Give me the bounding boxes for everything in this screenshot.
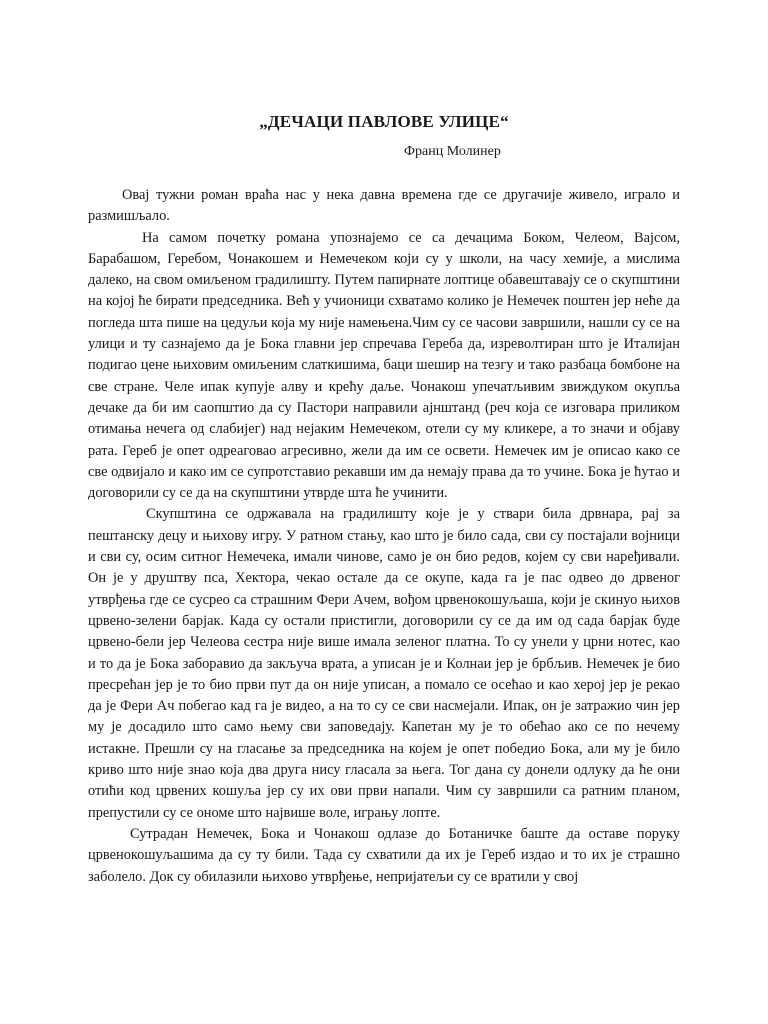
document-title: „ДЕЧАЦИ ПАВЛОВЕ УЛИЦЕ“ — [259, 112, 509, 131]
paragraph: Овај тужни роман враћа нас у нека давна времена где се другачије живело, играло и размишљало. — [88, 187, 680, 225]
paragraph: Скупштина се одржавала на градилишту које је у ствари била дрвнара, рај за пештанску децу и њихову игру. У ратном стању, као што је било сада, сви су постајали војници и сви су, осим ситног Немечека, имали чинове, само је он био редов, којем су сви наређивали. Он је у друштву пса, Хектора, чекао остале да се окупе, када га је пас одвео до дрвеног утврђења где се сусрео са страшним Фери Ачем, вођом црвенокошуљаша, који је скинуо њихов црвено-зелени барјак. Када су остали пристигли, договорили су се да им од сада барјак буде црвено-бели јер Челеова сестра није више имала зеленог платна. То су унели у црни нотес, као и то да је Бока заборавио да закључа врата, а уписан је и Колнаи јер је брбљив. Немечек је био пресрећан јер је то био први пут да он није уписан, а помало се осећао и као херој јер је рекао да је Фери Ач побегао кад га је видео, а на то су се сви насмејали. Ипак, он је затражио чин јер му је досадило што само њему сви заповедају. Капетан му је то обећао ако се по нечему истакне. Прешли су на гласање за председника на којем је опет победио Бока, али му је било криво што није знао која два друга нису гласала за њега. Тог дана су донели одлуку да ће они отићи код црвених кошуља јер су их ови први напали. Чим су завршили са ратним планом, препустили су се ономе што највише воле, игрању лопте. — [88, 506, 680, 821]
document-author: Франц Молинер — [404, 144, 501, 159]
document-page — [88, 0, 680, 1024]
paragraph: На самом почетку романа упознајемо се са дечацима Боком, Челеом, Вајсом, Барабашом, Геребом, Чонакошем и Немечеком који су у школи, на часу хемије, а мислима далеко, на свом омиљеном градилишту. Путем папирнате лоптице обавештавају се о скупштини на којој ће бирати председника. Већ у учионици схватамо колико је Немечек поштен јер неће да погледа шта пише на цедуљи која му није намењена.Чим су се часови завршили, нашли су се на улици и ту сазнајемо да је Бока главни јер спречава Гереба да, изреволтиран што је Италијан подигао цене њиховим омиљеним слаткишима, баци шешир на тезгу и тако разбаца бомбоне на све стране. Челе ипак купује алву и крећу даље. Чонакош упечатљивим звиждуком окупља дечаке да би им саопштио да су Пастори направили ајнштанд (реч која се изговара приликом отимања нечега од слабијег) над нејаким Немечеком, отели су му кликере, а то значи и објаву рата. Гереб је опет одреаговао агресивно, жели да им се освети. Немечек им је описао како се све одвијало и како им се супротставио рекавши им да немају права да то учине. Бока је ћутао и договорили су се да на скупштини утврде шта ће учинити. — [88, 229, 680, 502]
document-body — [88, 185, 680, 888]
paragraph: Сутрадан Немечек, Бока и Чонакош одлазе до Ботаничке баште да оставе поруку црвенокошуљашима да су ту били. Тада су схватили да их је Гереб издао и то их је страшно заболело. Док су обилазили њихово утврђење, непријатељи су се вратили у свој — [88, 825, 680, 885]
